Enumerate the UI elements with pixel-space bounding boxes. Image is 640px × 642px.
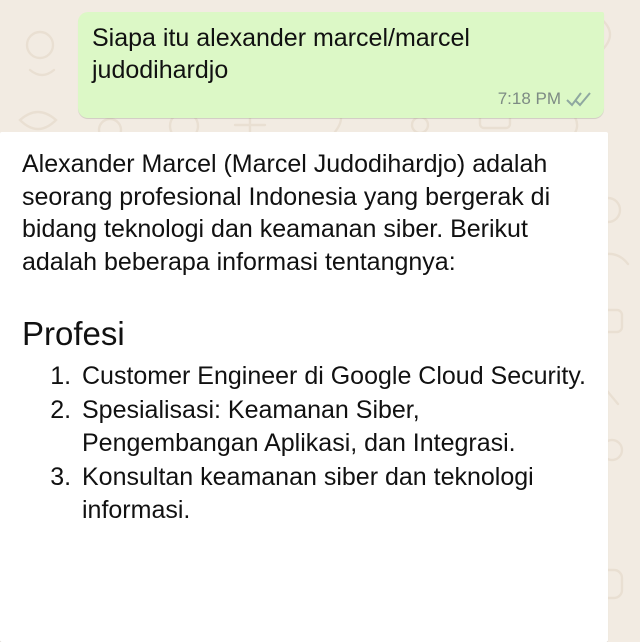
outgoing-message-bubble[interactable]	[78, 12, 604, 118]
outgoing-message-text: Siapa itu alexander marcel/marcel judodihardjo	[92, 24, 470, 84]
incoming-message-heading: Profesi	[22, 315, 125, 352]
message-row-outgoing	[0, 12, 640, 118]
double-check-icon	[566, 90, 592, 108]
list-item: 3. Konsultan keamanan siber dan teknologi informasi.	[78, 461, 588, 526]
message-timestamp: 7:18 PM	[497, 89, 561, 108]
message-row-incoming	[0, 132, 640, 642]
outgoing-message-meta	[92, 88, 592, 110]
incoming-message-paragraph: Alexander Marcel (Marcel Judodihardjo) adalah seorang profesional Indonesia yang bergerak di bidang teknologi dan keamanan siber. Berikut adalah beberapa informasi tentangnya:	[22, 150, 551, 276]
list-item: 2. Spesialisasi: Keamanan Siber, Pengembangan Aplikasi, dan Integrasi.	[78, 394, 588, 459]
incoming-message-bubble[interactable]	[0, 132, 608, 642]
list-item: 1. Customer Engineer di Google Cloud Security.	[78, 360, 588, 393]
incoming-message-list	[22, 360, 588, 527]
